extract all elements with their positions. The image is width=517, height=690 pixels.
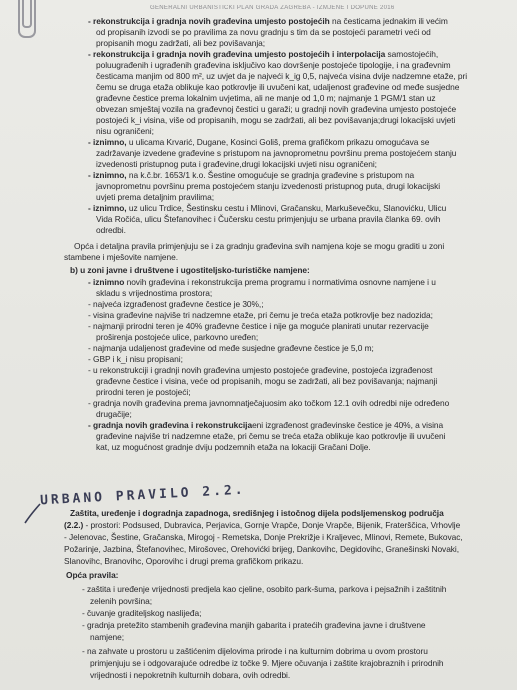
text-line: namjene; (90, 632, 125, 642)
text-line: - iznimno, uz ulicu Trdice, Šestinsku cestu i Mlinovi, Gračansku, Markuševečku, Slanovićku, Ulicu (88, 203, 447, 213)
text-line: - GBP i k_i nisu propisani; (88, 354, 183, 364)
text-line: Opća i detaljna pravila primjenjuju se i za gradnju građevina svih namjena koje se mogu graditi u zoni (74, 241, 445, 251)
text-line: proširenja postojeće ulice, parkovno uređen; (96, 332, 259, 342)
text-line: - iznimno novih građevina i rekonstrukcija prema programu i normativima osnovne namjene i u (88, 277, 436, 287)
text-line: propisanih mogu zadržati, ali bez povišavanja; (96, 38, 266, 48)
text-line: - visina građevine najviše tri nadzemne etaže, pri čemu je treća etaža potkrovlje bez nadozida; (88, 310, 433, 320)
text-line: javnoprometnu površinu prema postojećem stanju izvedenosti pristupnog puta, drugi lokacijski (96, 181, 441, 191)
text-line: izvedenosti pristupnog puta i građevine,drugi lokacijski uvjeti nisu ograničeni; (96, 159, 377, 169)
text-line: vrijednosti i nepokretnih kulturnih dobara, ovih odredbi. (90, 670, 291, 680)
text-line: kat, uz mogućnost gradnje dviju podzemnih etaža na lokaciji Gračani Dolje. (96, 442, 371, 452)
text-line: odredbi. (96, 225, 126, 235)
text-line: - gradnja pretežito stambenih građevina manjih gabarita i pratećih građevina javne i društvene (82, 620, 426, 630)
text-line: Slanovihc, Branovihc, Oporovihc i drugi prema grafičkom prikazu. (64, 556, 304, 566)
text-line: stambene i mješovite namjene. (64, 252, 178, 262)
text-line: - iznimno, u ulicama Krvarić, Dugane, Kosinci Goliš, prema grafičkom prikazu omogućava se (88, 137, 430, 147)
text-line: obvezan smještaj vozila na građevnoj čestici u garaži; u gradnji novih građevina umjesto postojeće (96, 104, 457, 114)
text-line: - rekonstrukcija i gradnja novih građevina umjesto postojećih i interpolacija samostojećih, (88, 49, 439, 59)
text-line: zadržavanje izvedene građevine s pristupom na javnoprometnu površinu prema postojećem stanju (96, 148, 457, 158)
text-line: česticama manjim od 800 m², uz uvjet da je najveći k_ig 0,5, najveća visina dvije nadzemne etaže, pri (96, 71, 468, 81)
text-line: - rekonstrukcija i gradnja novih građevina umjesto postojećih na česticama jednakim ili većim (88, 16, 448, 26)
text-line: građevne čestice i visina, veće od propisanih, mogu se zadržati, ali bez povišavanja; najmanji (96, 376, 438, 386)
text-line: Zaštita, uređenje i dogradnja zapadnoga, središnjeg i istočnog dijela podsljemenskog područja (70, 508, 444, 518)
text-line: - najmanji prirodni teren je 40% građevne čestice i nije ga moguće planirati unutar rezervacije (88, 321, 429, 331)
text-line: - u rekonstrukciji i gradnji novih građevina umjesto postojeće građevine, postojeća izgrađenost (88, 365, 433, 375)
text-line: - čuvanje graditeljskog naslijeđa; (82, 608, 202, 618)
text-line: građevne čestice prema lokalnim uvjetima, ali ne manje od 1,0 m; najmanje 1 PGM/1 stan uz (96, 93, 436, 103)
text-line: - gradnja novih građevina prema javnomnatječajuosim ako točkom 12.1 ovih odredbi nije određeno (88, 398, 450, 408)
text-line: - Jelenovac, Šestine, Gračanska, Mirogoj - Remetska, Donje Prekrižje i Kraljevec, Mlinovi, Remete, Bukovac, (64, 532, 463, 542)
text-line: postojeći k_i visina, više od propisanih, mogu se zadržati, ali bez povišavanja;drugi lokacijski uvjeti (96, 115, 456, 125)
text-line: primjenjuju se i odgovarajuće odredbe iz točke 9. Mjere očuvanja i zaštite krajobraznih i prirodnih (90, 658, 444, 668)
text-line: (2.2.) - prostori: Podsused, Dubravica, Perjavica, Gornje Vrapče, Donje Vrapče, Bijenik, Fraterščica, Vrhovlje (64, 520, 461, 530)
text-line: nisu ograničeni; (96, 126, 154, 136)
text-line: - zaštita i uređenje vrijednosti predjela kao cjeline, osobito park-šuma, parkova i pejsažnih i zaštitnih (82, 584, 447, 594)
text-line: - gradnja novih građevina i rekonstrukcijaeni izgrađenost građevinske čestice je 40%, a visina (88, 420, 444, 430)
text-line: Požarinje, Jazbina, Štefanovihec, Mirošovec, Orehovićki brijeg, Dankovihc, Degidovihc, Granešinski Novaki, (64, 544, 460, 554)
text-line: - na zahvate u prostoru u zaštićenim dijelovima prirode i na kulturnim dobrima u ovom prostoru (82, 646, 428, 656)
text-line: uvjeti prema detaljnim pravilima; (96, 192, 214, 202)
text-line: građevine najviše tri nadzemne etaže, pri čemu se treća etaža oblikuje kao potkrovlje ili uvučeni (96, 431, 446, 441)
text-line: drugačije; (96, 409, 132, 419)
text-line: - najveća izgrađenost građevne čestice je 30%,; (88, 299, 264, 309)
text-line: - najmanja udaljenost građevine od međe susjedne građevne čestice je 5,0 m; (88, 343, 374, 353)
text-line: b) u zoni javne i društvene i ugostiteljsko-turističke namjene: (70, 265, 310, 275)
text-line: prirodni teren je postojeći; (96, 387, 191, 397)
text-line: skladu s vrijednostima prostora; (96, 288, 213, 298)
text-line: zelenih površina; (90, 596, 152, 606)
page-header: GENERALNI URBANISTIČKI PLAN GRADA ZAGREBA - IZMJENE I DOPUNE 2016 (150, 5, 395, 11)
handwritten-note: URBANO PRAVILO 2.2. (39, 482, 246, 509)
text-line: Opća pravila: (66, 570, 119, 580)
text-line: - iznimno, na k.č.br. 1653/1 k.o. Šestine omogućuje se gradnja građevine s pristupom na (88, 170, 415, 180)
text-line: čemu se druga etaža oblikuje kao potkrovlje ili uvučeni kat, udaljenost građevine od međe susjedne (96, 82, 460, 92)
text-line: poluugrađenih i ugrađenih građevina isključivo kao dovršenje postojeće tipologije, i na građevnim (96, 60, 451, 70)
text-line: Vida Ročića, ulicu Štefanovihec i Čučersku cestu primjenjuju se urbana pravila članka 69. ovih (96, 214, 441, 224)
text-line: od propisanih izvodi se po pravilima za novu gradnju s tim da se postojeći parametri veći od (96, 27, 431, 37)
